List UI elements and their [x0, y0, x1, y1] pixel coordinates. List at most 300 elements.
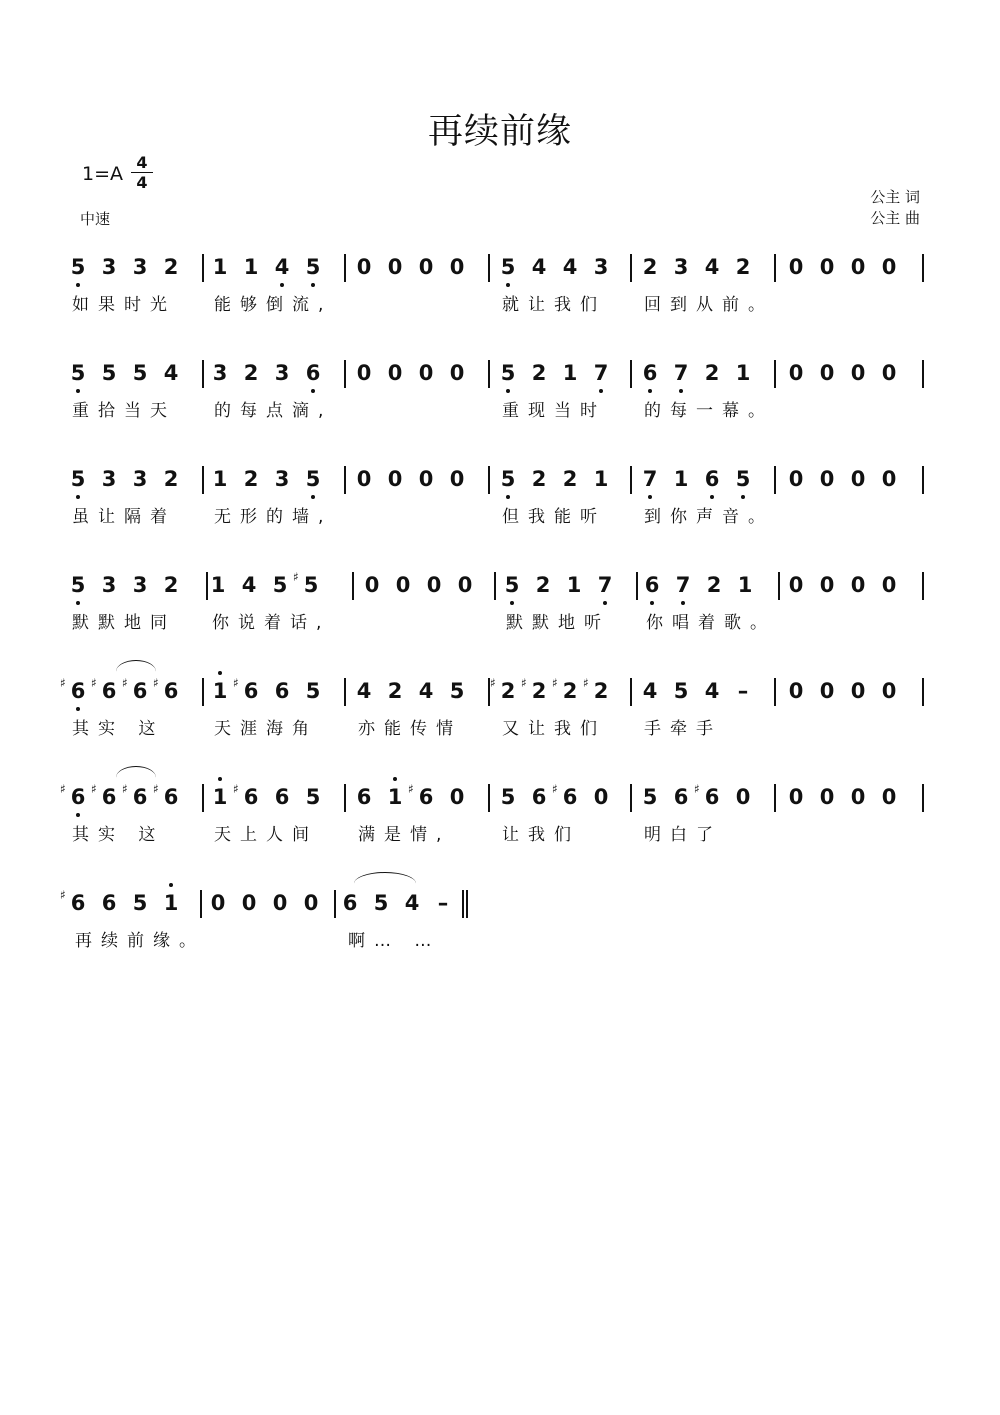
- note: [847, 464, 869, 494]
- note: [454, 570, 476, 600]
- note-digit: 0: [418, 255, 434, 279]
- note: [129, 358, 151, 388]
- note-digit: 0: [819, 467, 835, 491]
- note-digit: 6: [70, 785, 86, 809]
- note-digit: 0: [819, 573, 835, 597]
- barline: [344, 784, 346, 812]
- barline: [202, 466, 204, 494]
- note-digit: 1: [562, 361, 578, 385]
- note: [847, 252, 869, 282]
- note-digit: 0: [819, 679, 835, 703]
- note-digit: 2: [243, 361, 259, 385]
- note: [153, 676, 182, 706]
- note-digit: 5: [373, 891, 389, 915]
- note-digit: 6: [704, 785, 720, 809]
- note-digit: 1: [737, 573, 753, 597]
- note: [639, 782, 661, 812]
- note: [98, 570, 120, 600]
- note-digit: 0: [881, 679, 897, 703]
- note-digit: 2: [562, 467, 578, 491]
- note: [528, 782, 550, 812]
- note: [552, 676, 581, 706]
- lyrics-line: [0, 714, 1000, 744]
- note: [559, 464, 581, 494]
- lyric-text: 天涯海角: [214, 719, 318, 739]
- note-digit: 6: [132, 679, 148, 703]
- note-digit: 0: [850, 467, 866, 491]
- note: [559, 358, 581, 388]
- note: [878, 464, 900, 494]
- note: [384, 464, 406, 494]
- slur: [116, 660, 156, 683]
- barline: [488, 784, 490, 812]
- lyrics-line: [0, 396, 1000, 426]
- lyrics-line: [0, 290, 1000, 320]
- note: [98, 358, 120, 388]
- note: [785, 464, 807, 494]
- note-digit: 6: [704, 467, 720, 491]
- time-signature: [131, 154, 153, 191]
- slur: [116, 766, 156, 789]
- note-digit: 0: [387, 467, 403, 491]
- note: [67, 570, 89, 600]
- lyrics-line: [0, 820, 1000, 850]
- low-octave-dot: [76, 495, 80, 499]
- sharp-sign: ♯: [490, 676, 496, 690]
- note-digit: 7: [593, 361, 609, 385]
- note-digit: 5: [305, 467, 321, 491]
- note: [703, 570, 725, 600]
- note-digit: 1: [387, 785, 403, 809]
- key-signature: 1=A: [82, 163, 124, 185]
- barline: [630, 784, 632, 812]
- note-digit: 5: [132, 361, 148, 385]
- note-digit: 4: [562, 255, 578, 279]
- lyric-text: 又让我们: [502, 719, 606, 739]
- note-digit: 4: [704, 679, 720, 703]
- note-digit: 0: [788, 573, 804, 597]
- note: [785, 358, 807, 388]
- note: [670, 782, 692, 812]
- low-octave-dot: [76, 283, 80, 287]
- note-digit: 6: [274, 785, 290, 809]
- barline: [344, 360, 346, 388]
- note: [209, 676, 231, 706]
- note: [490, 676, 519, 706]
- note: [590, 782, 612, 812]
- notes-line: [0, 888, 1000, 928]
- note: [670, 252, 692, 282]
- note: [816, 358, 838, 388]
- note-digit: 5: [70, 361, 86, 385]
- note-digit: 7: [675, 573, 691, 597]
- note: [160, 570, 182, 600]
- lyric-text: 如果时光: [72, 295, 176, 315]
- note-digit: 3: [101, 573, 117, 597]
- high-octave-dot: [393, 777, 397, 781]
- lyric-text: 无形的墙,: [214, 507, 333, 527]
- lyric-text: 再续前缘。: [75, 931, 205, 951]
- note-digit: 1: [735, 361, 751, 385]
- note: [302, 464, 324, 494]
- note-digit: 2: [531, 679, 547, 703]
- low-octave-dot: [506, 283, 510, 287]
- note: [60, 888, 89, 918]
- note-digit: 0: [418, 361, 434, 385]
- note: [446, 676, 468, 706]
- low-octave-dot: [311, 283, 315, 287]
- note-digit: 0: [387, 361, 403, 385]
- note: [415, 464, 437, 494]
- final-barline: [462, 890, 468, 918]
- note-digit: 1: [210, 573, 226, 597]
- note: [432, 888, 454, 918]
- lyric-text: 天上人间: [214, 825, 318, 845]
- note-digit: 6: [305, 361, 321, 385]
- note: [816, 570, 838, 600]
- sharp-sign: ♯: [233, 782, 239, 796]
- note-digit: 2: [593, 679, 609, 703]
- note: [67, 464, 89, 494]
- sharp-sign: ♯: [122, 782, 128, 796]
- note-digit: 5: [70, 467, 86, 491]
- note: [670, 358, 692, 388]
- note: [532, 570, 554, 600]
- note: [816, 252, 838, 282]
- note-digit: 0: [457, 573, 473, 597]
- sharp-sign: ♯: [521, 676, 527, 690]
- note-digit: 4: [531, 255, 547, 279]
- lyric-text: 虽让隔着: [72, 507, 176, 527]
- note-digit: 0: [788, 361, 804, 385]
- note: [670, 676, 692, 706]
- note-digit: 5: [305, 679, 321, 703]
- note-digit: 5: [500, 785, 516, 809]
- barline: [488, 254, 490, 282]
- note: [408, 782, 437, 812]
- note-digit: 2: [500, 679, 516, 703]
- note: [528, 252, 550, 282]
- note-digit: 6: [642, 361, 658, 385]
- lyric-text: 啊… …: [348, 931, 441, 951]
- note: [98, 252, 120, 282]
- note: [129, 888, 151, 918]
- note: [271, 358, 293, 388]
- note: [446, 358, 468, 388]
- lyric-text: 回到从前。: [644, 295, 774, 315]
- note: [384, 358, 406, 388]
- note: [392, 570, 414, 600]
- note: [816, 782, 838, 812]
- note: [732, 252, 754, 282]
- note: [732, 358, 754, 388]
- note: [153, 782, 182, 812]
- note-digit: 0: [788, 785, 804, 809]
- barline: [344, 254, 346, 282]
- low-octave-dot: [650, 601, 654, 605]
- note: [233, 782, 262, 812]
- note-digit: 2: [735, 255, 751, 279]
- note-digit: 0: [788, 255, 804, 279]
- notes-line: [0, 570, 1000, 610]
- note: [160, 464, 182, 494]
- note: [446, 464, 468, 494]
- low-octave-dot: [76, 389, 80, 393]
- low-octave-dot: [741, 495, 745, 499]
- note: [816, 676, 838, 706]
- note: [563, 570, 585, 600]
- note: [847, 676, 869, 706]
- note: [240, 464, 262, 494]
- note: [207, 570, 229, 600]
- note: [271, 676, 293, 706]
- lyric-text: 其实 这: [72, 825, 165, 845]
- note-digit: 3: [132, 255, 148, 279]
- note-digit: 2: [642, 255, 658, 279]
- note-digit: 0: [449, 467, 465, 491]
- note-digit: 4: [241, 573, 257, 597]
- note-digit: 0: [788, 467, 804, 491]
- note: [847, 782, 869, 812]
- note-digit: 0: [850, 679, 866, 703]
- lyrics-line: [0, 926, 1000, 956]
- note-digit: 0: [850, 255, 866, 279]
- note: [446, 252, 468, 282]
- note-digit: 5: [70, 573, 86, 597]
- note: [639, 358, 661, 388]
- note: [271, 252, 293, 282]
- note-digit: 0: [387, 255, 403, 279]
- note: [160, 888, 182, 918]
- note: [269, 888, 291, 918]
- note-digit: 6: [562, 785, 578, 809]
- note-digit: 2: [562, 679, 578, 703]
- note-digit: 1: [673, 467, 689, 491]
- note: [732, 464, 754, 494]
- note: [302, 358, 324, 388]
- note: [497, 464, 519, 494]
- high-octave-dot: [169, 883, 173, 887]
- note-digit: 6: [342, 891, 358, 915]
- note-digit: 5: [500, 361, 516, 385]
- note-digit: 5: [305, 255, 321, 279]
- barline: [774, 360, 776, 388]
- sharp-sign: ♯: [91, 782, 97, 796]
- note-digit: 4: [163, 361, 179, 385]
- note: [594, 570, 616, 600]
- sharp-sign: ♯: [122, 676, 128, 690]
- composer: 公主 曲: [870, 209, 920, 227]
- sharp-sign: ♯: [60, 782, 66, 796]
- note-digit: 6: [356, 785, 372, 809]
- note-digit: 7: [642, 467, 658, 491]
- barline: [344, 678, 346, 706]
- note: [384, 676, 406, 706]
- note: [785, 782, 807, 812]
- sharp-sign: ♯: [60, 676, 66, 690]
- note-digit: 0: [819, 785, 835, 809]
- meter-top: 4: [136, 153, 148, 172]
- sharp-sign: ♯: [153, 676, 159, 690]
- note: [878, 358, 900, 388]
- note: [701, 358, 723, 388]
- note-digit: 4: [356, 679, 372, 703]
- low-octave-dot: [280, 283, 284, 287]
- lyric-text: 的每点滴,: [214, 401, 333, 421]
- note: [160, 252, 182, 282]
- note-digit: 6: [531, 785, 547, 809]
- note-digit: 3: [101, 467, 117, 491]
- note-digit: 1: [593, 467, 609, 491]
- note: [847, 358, 869, 388]
- note: [415, 676, 437, 706]
- note: [528, 358, 550, 388]
- note-digit: 0: [449, 255, 465, 279]
- note-digit: 2: [535, 573, 551, 597]
- note-digit: 1: [163, 891, 179, 915]
- barline: [774, 678, 776, 706]
- sharp-sign: ♯: [583, 676, 589, 690]
- note-digit: 6: [274, 679, 290, 703]
- note: [559, 252, 581, 282]
- lyric-text: 你唱着歌。: [646, 613, 776, 633]
- barline: [922, 466, 924, 494]
- note-digit: 0: [850, 573, 866, 597]
- lyrics-line: [0, 502, 1000, 532]
- note-digit: 0: [364, 573, 380, 597]
- lyrics-line: [0, 608, 1000, 638]
- note: [353, 782, 375, 812]
- note: [497, 252, 519, 282]
- note-digit: 7: [597, 573, 613, 597]
- note-digit: 6: [101, 679, 117, 703]
- barline: [202, 678, 204, 706]
- note-digit: 6: [163, 785, 179, 809]
- note-digit: 6: [243, 785, 259, 809]
- note-digit: 0: [356, 361, 372, 385]
- note: [847, 570, 869, 600]
- note: [238, 888, 260, 918]
- lyric-text: 就让我们: [502, 295, 606, 315]
- note-digit: 5: [735, 467, 751, 491]
- note-digit: 0: [418, 467, 434, 491]
- note-digit: 5: [449, 679, 465, 703]
- note: [293, 570, 322, 600]
- note-digit: 2: [163, 467, 179, 491]
- note-digit: 3: [101, 255, 117, 279]
- note-digit: 2: [387, 679, 403, 703]
- note: [209, 252, 231, 282]
- note: [878, 570, 900, 600]
- barline: [630, 254, 632, 282]
- note: [583, 676, 612, 706]
- note-digit: 3: [593, 255, 609, 279]
- barline: [334, 890, 336, 918]
- note-digit: 0: [356, 467, 372, 491]
- barline: [774, 466, 776, 494]
- note-digit: 6: [644, 573, 660, 597]
- note-digit: 5: [500, 255, 516, 279]
- note: [590, 358, 612, 388]
- note-digit: 0: [449, 785, 465, 809]
- barline: [630, 466, 632, 494]
- note: [528, 464, 550, 494]
- note: [384, 252, 406, 282]
- barline: [352, 572, 354, 600]
- note: [694, 782, 723, 812]
- lyric-text: 满是情,: [358, 825, 451, 845]
- note: [240, 252, 262, 282]
- low-octave-dot: [599, 389, 603, 393]
- note-digit: 2: [704, 361, 720, 385]
- note: [209, 464, 231, 494]
- note-digit: 0: [850, 785, 866, 809]
- note: [785, 570, 807, 600]
- lyric-text: 手牵手: [644, 719, 722, 739]
- note: [384, 782, 406, 812]
- note-digit: 4: [642, 679, 658, 703]
- lyric-text: 让我们: [502, 825, 580, 845]
- lyric-text: 默默地听: [506, 613, 610, 633]
- note-digit: 2: [706, 573, 722, 597]
- note-digit: 0: [272, 891, 288, 915]
- low-octave-dot: [648, 389, 652, 393]
- low-octave-dot: [76, 707, 80, 711]
- note-digit: 1: [212, 467, 228, 491]
- note: [639, 676, 661, 706]
- note: [590, 464, 612, 494]
- note: [240, 358, 262, 388]
- lyric-text: 明白了: [644, 825, 722, 845]
- note: [552, 782, 581, 812]
- note-digit: 5: [504, 573, 520, 597]
- note: [785, 676, 807, 706]
- sharp-sign: ♯: [233, 676, 239, 690]
- note-digit: 6: [70, 891, 86, 915]
- note: [60, 782, 89, 812]
- note-digit: 0: [881, 467, 897, 491]
- note: [238, 570, 260, 600]
- note: [641, 570, 663, 600]
- note: [501, 570, 523, 600]
- note-digit: 2: [163, 573, 179, 597]
- note-digit: 5: [500, 467, 516, 491]
- slur: [354, 872, 416, 895]
- note-digit: 0: [819, 361, 835, 385]
- low-octave-dot: [311, 495, 315, 499]
- note: [521, 676, 550, 706]
- lyric-text: 重现当时: [502, 401, 606, 421]
- barline: [774, 254, 776, 282]
- note: [302, 252, 324, 282]
- note-digit: 0: [788, 679, 804, 703]
- note: [361, 570, 383, 600]
- note-digit: 5: [673, 679, 689, 703]
- note: [701, 464, 723, 494]
- note: [269, 570, 291, 600]
- barline: [344, 466, 346, 494]
- note: [67, 358, 89, 388]
- note: [302, 782, 324, 812]
- lyric-text: 其实 这: [72, 719, 165, 739]
- note: [878, 252, 900, 282]
- note: [785, 252, 807, 282]
- note-digit: 6: [418, 785, 434, 809]
- note: [446, 782, 468, 812]
- note: [701, 252, 723, 282]
- note-digit: 0: [881, 785, 897, 809]
- sharp-sign: ♯: [60, 888, 66, 902]
